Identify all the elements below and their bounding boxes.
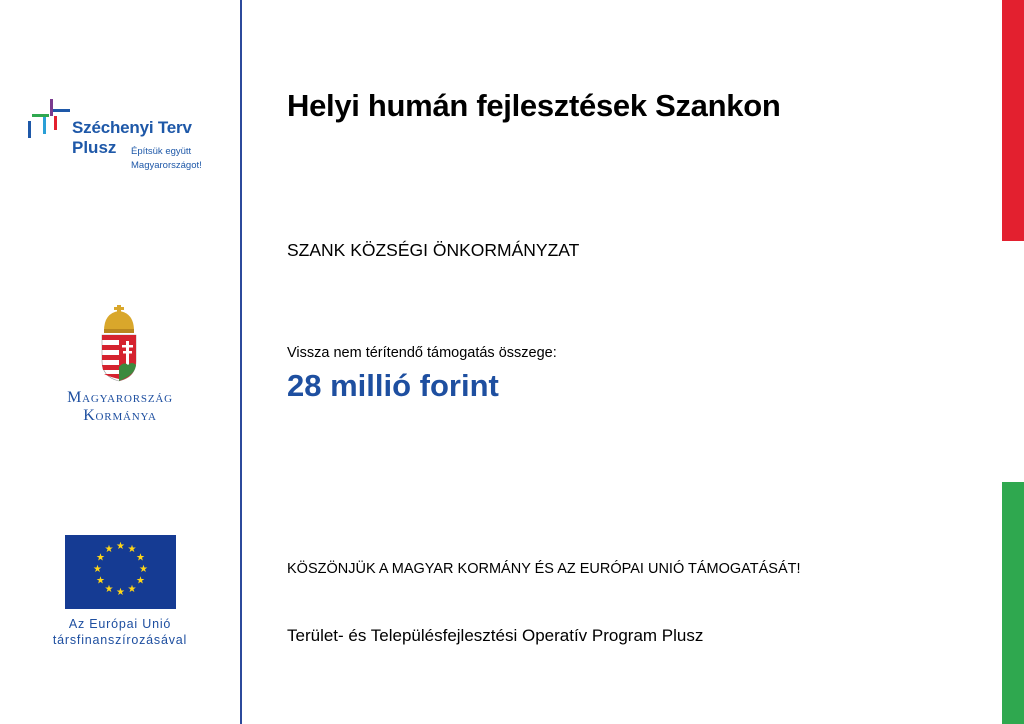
- szechenyi-cross-icon: [28, 96, 72, 144]
- eu-stars-icon: [65, 535, 176, 609]
- government-line-1: Magyarország: [67, 389, 173, 406]
- eu-caption-2: társfinanszírozásával: [52, 633, 188, 647]
- eu-caption-1: Az Európai Unió: [68, 617, 172, 631]
- svg-text:★: ★: [136, 575, 145, 587]
- hungarian-government-logo: [40, 305, 200, 425]
- szechenyi-title: Széchenyi Terv: [72, 118, 192, 137]
- svg-text:★: ★: [116, 541, 125, 552]
- svg-text:★: ★: [139, 564, 148, 575]
- eu-flag: [65, 535, 176, 609]
- szechenyi-tagline-2: Magyarországot!: [131, 160, 202, 171]
- thanks-statement: KÖSZÖNJÜK A MAGYAR KORMÁNY ÉS AZ EURÓPAI UNIÓ TÁMOGATÁSÁT!: [287, 561, 801, 577]
- coat-of-arms-icon: [98, 305, 140, 383]
- svg-text:★: ★: [127, 544, 137, 555]
- grant-amount-label: Vissza nem térítendő támogatás összege:: [287, 345, 557, 361]
- szechenyi-tagline-1: Építsük együtt: [131, 146, 192, 157]
- government-line-2: Kormánya: [83, 407, 157, 424]
- vertical-divider: [240, 0, 242, 724]
- szechenyi-terv-logo: [28, 96, 228, 176]
- beneficiary-name: SZANK KÖZSÉGI ÖNKORMÁNYZAT: [287, 240, 580, 260]
- svg-text:★: ★: [127, 584, 137, 595]
- svg-text:★: ★: [104, 544, 114, 555]
- logo-sidebar: [0, 0, 240, 724]
- szechenyi-subtitle: Plusz: [72, 138, 117, 157]
- grant-amount: 28 millió forint: [287, 368, 499, 403]
- svg-text:★: ★: [104, 584, 114, 595]
- svg-text:★: ★: [136, 552, 145, 564]
- program-name: Terület- és Településfejlesztési Operatív Program Plusz: [287, 626, 704, 645]
- svg-text:★: ★: [116, 587, 125, 598]
- flag-stripe-green: [1002, 482, 1024, 724]
- svg-text:★: ★: [96, 575, 105, 587]
- flag-stripe-red: [1002, 0, 1024, 241]
- svg-text:★: ★: [93, 564, 102, 575]
- project-title: Helyi humán fejlesztések Szankon: [287, 88, 781, 123]
- svg-text:★: ★: [96, 552, 105, 564]
- szechenyi-tagline: [131, 145, 202, 173]
